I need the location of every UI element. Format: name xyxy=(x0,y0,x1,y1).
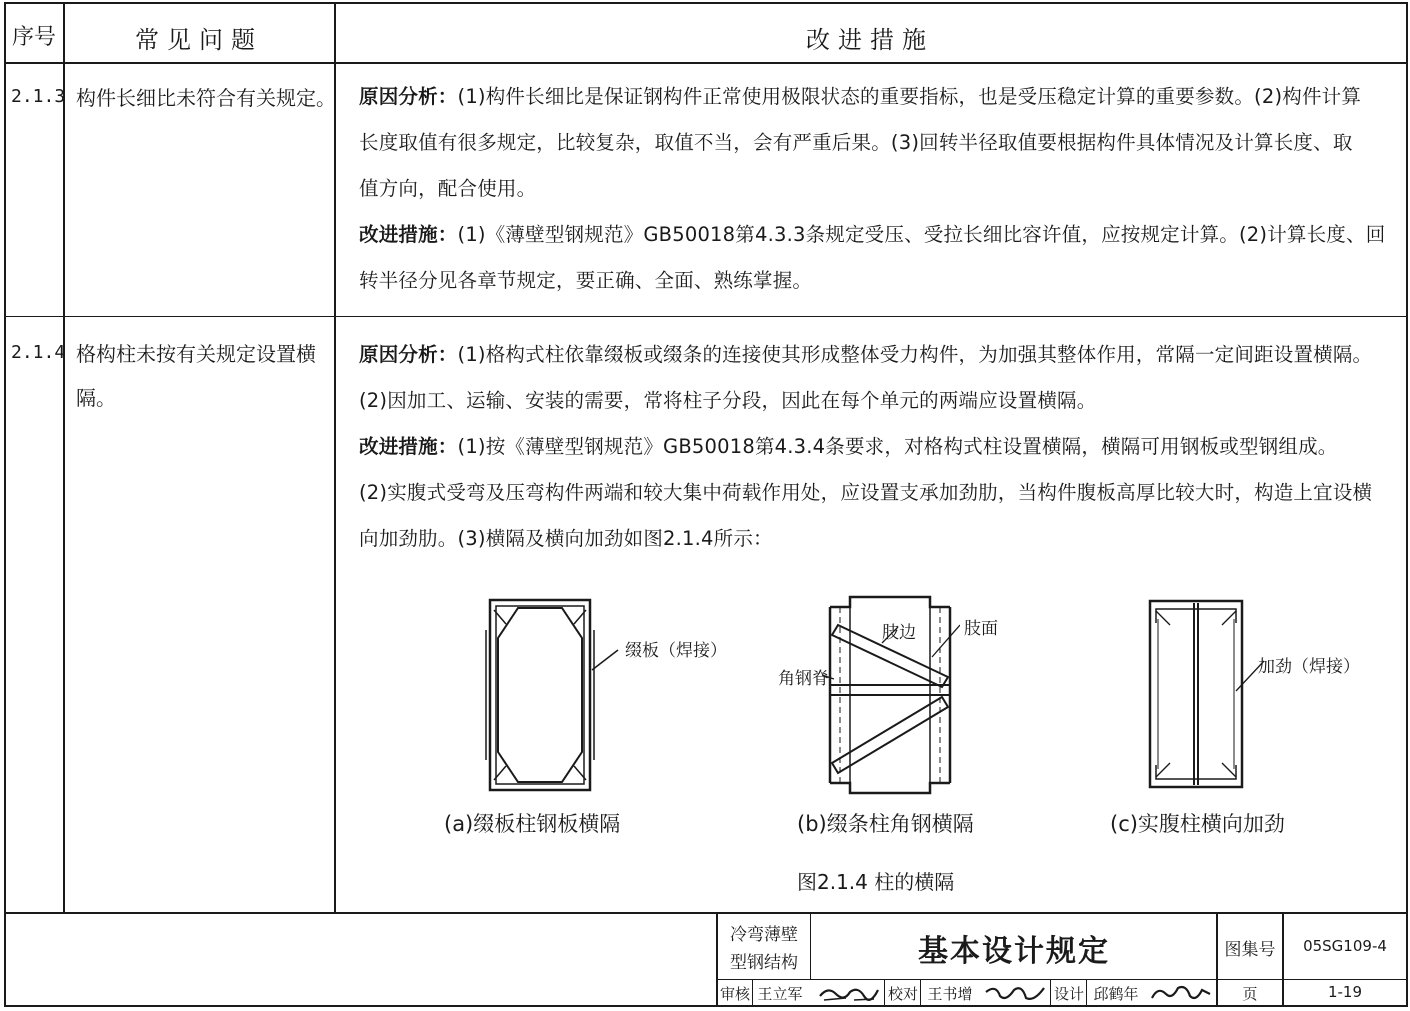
measure-line: 改进措施：(1)按《薄壁型钢规范》GB50018第4.3.4条要求，对格构式柱设置横隔，横隔可用钢板或型钢组成。 xyxy=(359,435,1338,458)
tb-category-line1: 冷弯薄壁 xyxy=(730,925,798,945)
tb-category-line2: 型钢结构 xyxy=(730,953,798,973)
figure-b-label-edge: 肢边 xyxy=(882,623,916,643)
analysis-label: 原因分析： xyxy=(359,343,458,366)
measure-label: 改进措施： xyxy=(359,223,458,246)
row-divider xyxy=(4,316,1408,317)
analysis-line: 长度取值有很多规定，比较复杂，取值不当，会有严重后果。(3)回转半径取值要根据构件具体情况及计算长度、取 xyxy=(359,131,1353,154)
row-number: 2.1.4 xyxy=(11,342,66,363)
header-measure: 改进措施 xyxy=(806,26,934,54)
measure-line: (2)实腹式受弯及压弯构件两端和较大集中荷载作用处，应设置支承加劲肋，当构件腹板高厚比较大时，构造上宜设横 xyxy=(359,481,1373,504)
tb-title: 基本设计规定 xyxy=(918,934,1110,969)
tb-page-label: 页 xyxy=(1242,985,1258,1003)
analysis-line: (2)因加工、运输、安装的需要，常将柱子分段，因此在每个单元的两端应设置横隔。 xyxy=(359,389,1097,412)
figure-a-batten-column-diagram xyxy=(480,590,620,800)
content-bottom xyxy=(4,912,1408,914)
analysis-line: 原因分析：(1)构件长细比是保证钢构件正常使用极限状态的重要指标，也是受压稳定计算的重要参数。(2)构件计算 xyxy=(359,85,1362,108)
tb-design-name: 邱鹤年 xyxy=(1093,985,1139,1003)
tb-review-signature xyxy=(818,982,880,1004)
figure-b-label-face: 肢面 xyxy=(964,619,998,639)
tb-check-label: 校对 xyxy=(887,985,918,1003)
tb-atlas-no: 05SG109-4 xyxy=(1303,937,1387,955)
tb-divider xyxy=(716,979,1406,980)
problem-text: 格构柱未按有关规定设置横 隔。 xyxy=(76,342,316,410)
figure-b-label-ridge: 角钢脊 xyxy=(778,669,829,689)
frame-right xyxy=(1406,2,1408,1007)
tb-check-signature xyxy=(984,982,1046,1004)
analysis-label: 原因分析： xyxy=(359,85,458,108)
frame-left xyxy=(4,2,6,1007)
measure-line: 转半径分见各章节规定，要正确、全面、熟练掌握。 xyxy=(359,269,813,292)
measure-line: 向加劲肋。(3)横隔及横向加劲如图2.1.4所示： xyxy=(359,527,773,550)
analysis-block xyxy=(359,74,1384,304)
figure-b-caption: (b)缀条柱角钢横隔 xyxy=(797,812,974,836)
header-no: 序号 xyxy=(11,25,56,50)
frame-bottom xyxy=(4,1005,1408,1007)
analysis-line: 值方向，配合使用。 xyxy=(359,177,537,200)
tb-page-no: 1-19 xyxy=(1327,983,1363,1001)
col-divider-1 xyxy=(63,2,65,912)
tb-check-name: 王书增 xyxy=(927,985,973,1003)
row-number: 2.1.3 xyxy=(11,86,66,107)
figure-c-caption: (c)实腹柱横向加劲 xyxy=(1110,812,1285,836)
figure-c-label: 加劲（焊接） xyxy=(1258,657,1360,677)
tb-divider xyxy=(810,912,811,980)
col-divider-2 xyxy=(334,2,336,912)
problem-text: 构件长细比未符合有关规定。 xyxy=(76,86,336,110)
figure-c-solid-web-diagram xyxy=(1140,595,1290,795)
analysis-line: 原因分析：(1)格构式柱依靠缀板或缀条的连接使其形成整体受力构件，为加强其整体作用，常隔一定间距设置横隔。 xyxy=(359,343,1373,366)
frame-top xyxy=(4,2,1408,4)
figure-a-label: 缀板（焊接） xyxy=(625,641,727,661)
measure-label: 改进措施： xyxy=(359,435,458,458)
tb-review-label: 审核 xyxy=(719,985,750,1003)
tb-design-label: 设计 xyxy=(1053,985,1084,1003)
tb-review-name: 王立军 xyxy=(757,985,803,1003)
figure-title: 图2.1.4 柱的横隔 xyxy=(797,870,955,894)
tb-atlas-label: 图集号 xyxy=(1224,940,1276,960)
analysis-block xyxy=(359,332,1384,562)
measure-line: 改进措施：(1)《薄壁型钢规范》GB50018第4.3.3条规定受压、受拉长细比容许值，应按规定计算。(2)计算长度、回 xyxy=(359,223,1386,246)
header-divider xyxy=(4,62,1408,64)
tb-design-signature xyxy=(1150,982,1212,1004)
figure-a-caption: (a)缀板柱钢板横隔 xyxy=(444,812,621,836)
header-problem: 常见问题 xyxy=(135,26,263,54)
